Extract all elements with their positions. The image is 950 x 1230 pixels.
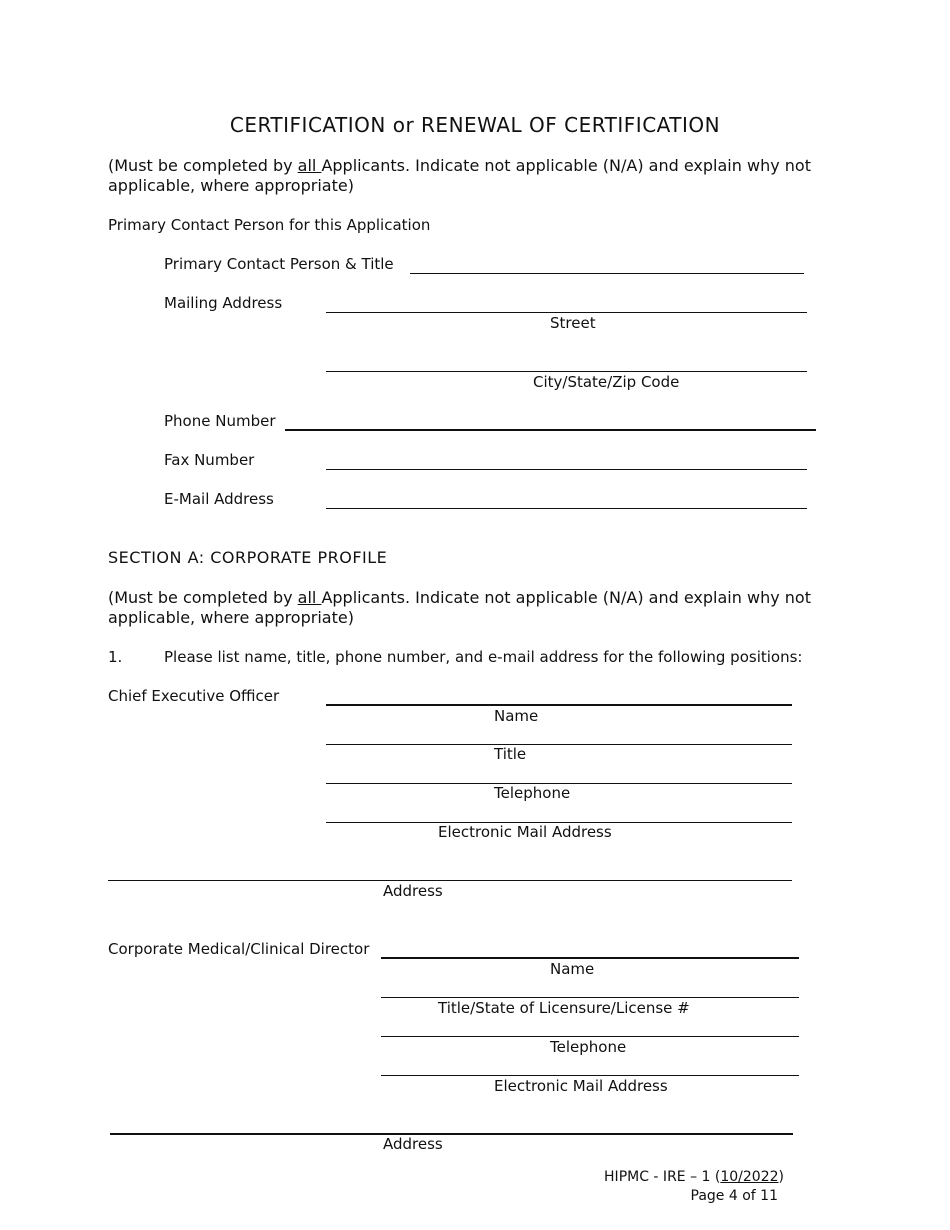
city-state-zip-caption: City/State/Zip Code — [533, 373, 680, 391]
fax-number-label: Fax Number — [164, 451, 255, 469]
page-number: Page 4 of 11 — [690, 1188, 778, 1204]
medical-director-email-field[interactable] — [381, 1075, 799, 1076]
medical-director-email-caption: Electronic Mail Address — [494, 1077, 668, 1095]
ceo-label: Chief Executive Officer — [108, 687, 280, 705]
ceo-email-caption: Electronic Mail Address — [438, 823, 612, 841]
ceo-address-field[interactable] — [108, 880, 792, 881]
item-text: Please list name, title, phone number, and e-mail address for the following positions: — [164, 648, 803, 666]
ceo-name-field[interactable] — [326, 704, 792, 706]
ceo-title-caption: Title — [494, 745, 527, 763]
ceo-telephone-caption: Telephone — [494, 784, 571, 802]
medical-director-title-field[interactable] — [381, 997, 799, 998]
medical-director-address-caption: Address — [383, 1135, 443, 1153]
medical-director-address-field[interactable] — [110, 1133, 793, 1135]
contact-person-title-label: Primary Contact Person & Title — [164, 255, 394, 273]
medical-director-telephone-caption: Telephone — [550, 1038, 627, 1056]
fax-number-field[interactable] — [326, 469, 807, 470]
medical-director-title-caption: Title/State of Licensure/License # — [438, 999, 690, 1017]
email-address-label: E-Mail Address — [164, 490, 274, 508]
section-a-instruction: (Must be completed by all Applicants. Indicate not applicable (N/A) and explain why not applicable, where appropriate) — [108, 588, 811, 627]
instruction-text: (Must be completed by all Applicants. Indicate not applicable (N/A) and explain why not applicable, where appropriate) — [108, 156, 811, 195]
phone-number-field[interactable] — [285, 429, 816, 431]
section-a-heading: SECTION A: CORPORATE PROFILE — [108, 548, 388, 567]
item-number: 1. — [108, 648, 123, 666]
medical-director-telephone-field[interactable] — [381, 1036, 799, 1037]
medical-director-name-caption: Name — [550, 960, 595, 978]
ceo-name-caption: Name — [494, 707, 539, 725]
street-caption: Street — [550, 314, 596, 332]
mailing-address-label: Mailing Address — [164, 294, 283, 312]
email-address-field[interactable] — [326, 508, 807, 509]
page-title: CERTIFICATION or RENEWAL OF CERTIFICATION — [229, 113, 721, 137]
form-id: HIPMC - IRE – 1 (10/2022) — [604, 1169, 784, 1185]
contact-heading: Primary Contact Person for this Application — [108, 216, 431, 234]
contact-person-title-field[interactable] — [410, 273, 804, 274]
city-state-zip-field[interactable] — [326, 371, 807, 372]
ceo-title-field[interactable] — [326, 744, 792, 745]
medical-director-name-field[interactable] — [381, 957, 799, 959]
phone-number-label: Phone Number — [164, 412, 276, 430]
ceo-address-caption: Address — [383, 882, 443, 900]
medical-director-label: Corporate Medical/Clinical Director — [108, 940, 370, 958]
street-field[interactable] — [326, 312, 807, 313]
